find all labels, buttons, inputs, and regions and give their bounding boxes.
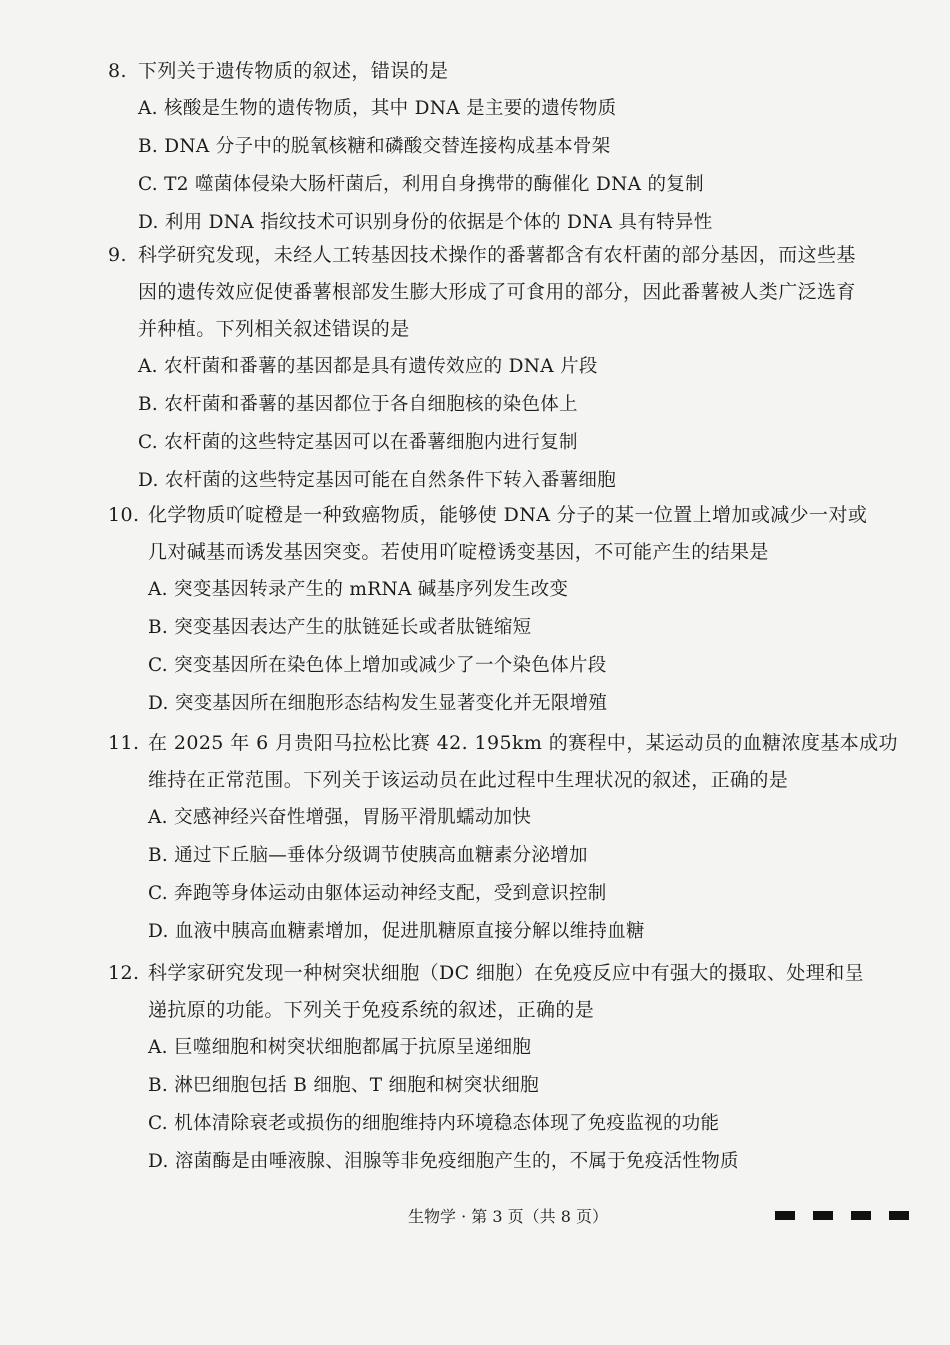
question-12 bbox=[108, 955, 898, 1181]
question-stem-line: 并种植。下列相关叙述错误的是 bbox=[138, 318, 410, 340]
question-8 bbox=[108, 53, 898, 242]
option-c: C. 农杆菌的这些特定基因可以在番薯细胞内进行复制 bbox=[138, 432, 578, 453]
question-number: 9. bbox=[108, 244, 127, 266]
option-c: C. 奔跑等身体运动由躯体运动神经支配，受到意识控制 bbox=[148, 883, 607, 904]
question-stem-line: 下列关于遗传物质的叙述，错误的是 bbox=[138, 60, 449, 82]
option-c: C. 机体清除衰老或损伤的细胞维持内环境稳态体现了免疫监视的功能 bbox=[148, 1113, 720, 1134]
registration-mark bbox=[851, 1211, 871, 1220]
question-11 bbox=[108, 725, 898, 951]
question-stem-line: 几对碱基而诱发基因突变。若使用吖啶橙诱变基因，不可能产生的结果是 bbox=[148, 541, 769, 563]
question-number: 11. bbox=[108, 732, 140, 754]
registration-marks bbox=[775, 1211, 909, 1220]
question-stem bbox=[108, 497, 898, 534]
registration-mark bbox=[813, 1211, 833, 1220]
option-b: B. 突变基因表达产生的肽链延长或者肽链缩短 bbox=[148, 617, 532, 638]
question-stem-line: 科学家研究发现一种树突状细胞（DC 细胞）在免疫反应中有强大的摄取、处理和呈 bbox=[148, 962, 865, 984]
question-9 bbox=[108, 237, 898, 500]
option-a: A. 巨噬细胞和树突状细胞都属于抗原呈递细胞 bbox=[148, 1037, 532, 1058]
option-b: B. DNA 分子中的脱氧核糖和磷酸交替连接构成基本骨架 bbox=[138, 136, 611, 157]
option-a: A. 农杆菌和番薯的基因都是具有遗传效应的 DNA 片段 bbox=[138, 356, 598, 377]
option-b: B. 通过下丘脑—垂体分级调节使胰高血糖素分泌增加 bbox=[148, 845, 588, 866]
option-b: B. 农杆菌和番薯的基因都位于各自细胞核的染色体上 bbox=[138, 394, 578, 415]
option-d: D. 突变基因所在细胞形态结构发生显著变化并无限增殖 bbox=[148, 693, 608, 714]
option-a: A. 核酸是生物的遗传物质，其中 DNA 是主要的遗传物质 bbox=[138, 98, 617, 119]
question-stem bbox=[108, 725, 898, 762]
question-stem bbox=[108, 53, 898, 90]
option-d: D. 血液中胰高血糖素增加，促进肌糖原直接分解以维持血糖 bbox=[148, 921, 645, 942]
question-stem-line: 科学研究发现，未经人工转基因技术操作的番薯都含有农杆菌的部分基因，而这些基 bbox=[138, 244, 856, 266]
question-stem bbox=[108, 237, 898, 274]
question-stem bbox=[108, 955, 898, 992]
option-a: A. 突变基因转录产生的 mRNA 碱基序列发生改变 bbox=[148, 579, 569, 600]
option-c: C. T2 噬菌体侵染大肠杆菌后，利用自身携带的酶催化 DNA 的复制 bbox=[138, 174, 704, 195]
question-number: 8. bbox=[108, 60, 127, 82]
page-number-label: 生物学 · 第 3 页（共 8 页） bbox=[408, 1207, 608, 1226]
option-d: D. 溶菌酶是由唾液腺、泪腺等非免疫细胞产生的，不属于免疫活性物质 bbox=[148, 1151, 739, 1172]
question-stem-line: 化学物质吖啶橙是一种致癌物质，能够使 DNA 分子的某一位置上增加或减少一对或 bbox=[148, 504, 868, 526]
option-a: A. 交感神经兴奋性增强，胃肠平滑肌蠕动加快 bbox=[148, 807, 532, 828]
option-c: C. 突变基因所在染色体上增加或减少了一个染色体片段 bbox=[148, 655, 607, 676]
registration-mark bbox=[775, 1211, 795, 1220]
page-footer bbox=[0, 1203, 950, 1231]
question-number: 10. bbox=[108, 504, 140, 526]
option-b: B. 淋巴细胞包括 B 细胞、T 细胞和树突状细胞 bbox=[148, 1075, 539, 1096]
question-stem-line: 在 2025 年 6 月贵阳马拉松比赛 42. 195km 的赛程中，某运动员的血糖浓度基本成功 bbox=[148, 732, 898, 754]
question-10 bbox=[108, 497, 898, 723]
option-d: D. 利用 DNA 指纹技术可识别身份的依据是个体的 DNA 具有特异性 bbox=[138, 212, 713, 233]
question-stem-line: 递抗原的功能。下列关于免疫系统的叙述，正确的是 bbox=[148, 999, 595, 1021]
question-number: 12. bbox=[108, 962, 140, 984]
registration-mark bbox=[889, 1211, 909, 1220]
question-stem-line: 维持在正常范围。下列关于该运动员在此过程中生理状况的叙述，正确的是 bbox=[148, 769, 789, 791]
question-stem-line: 因的遗传效应促使番薯根部发生膨大形成了可食用的部分，因此番薯被人类广泛选育 bbox=[138, 281, 856, 303]
option-d: D. 农杆菌的这些特定基因可能在自然条件下转入番薯细胞 bbox=[138, 470, 617, 491]
